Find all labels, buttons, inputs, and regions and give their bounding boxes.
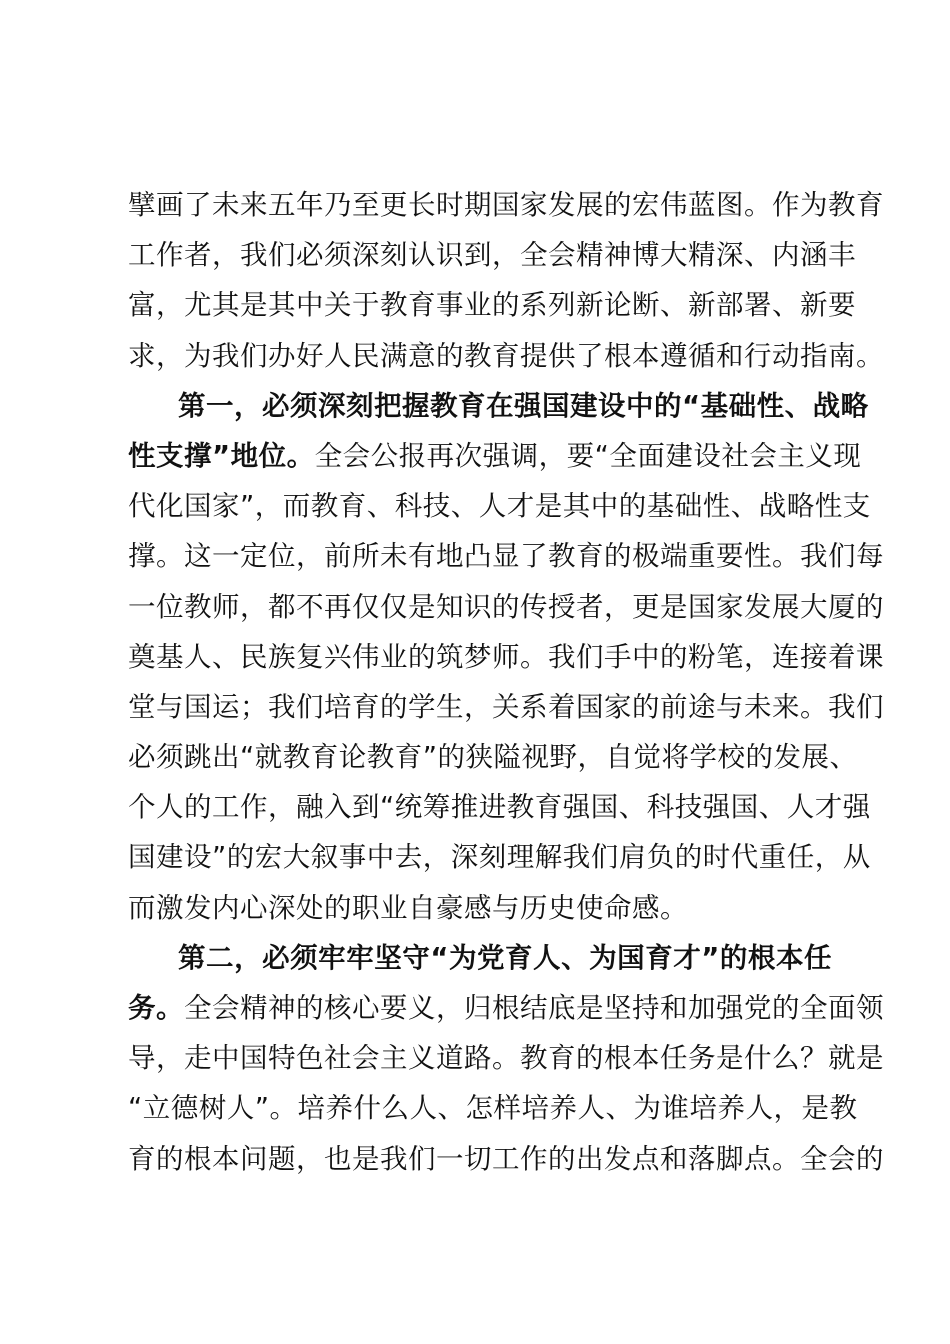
text-run: 育的根本问题，也是我们一切工作的出发点和落脚点。全会的 <box>128 1142 884 1175</box>
paragraph-line <box>128 832 871 882</box>
section-heading-line <box>128 381 869 431</box>
paragraph-line <box>128 983 884 1033</box>
text-run: 而激发内心深处的职业自豪感与历史使命感。 <box>128 891 688 924</box>
bold-heading: 第二，必须牢牢坚守“为党育人、为国育才”的根本任 <box>178 941 832 974</box>
text-run: 撑。这一定位，前所未有地凸显了教育的极端重要性。我们每 <box>128 540 884 573</box>
section-heading-line <box>128 933 832 983</box>
paragraph-line <box>128 632 884 682</box>
text-run: 工作者，我们必须深刻认识到，全会精神博大精深、内涵丰 <box>128 239 856 272</box>
paragraph-line <box>128 1083 858 1133</box>
paragraph-line <box>128 230 856 280</box>
bold-heading: 务。 <box>128 992 184 1024</box>
bold-heading: 性支撑”地位。 <box>128 439 315 472</box>
text-run: 代化国家”，而教育、科技、人才是其中的基础性、战略性支 <box>128 490 871 523</box>
paragraph-line <box>128 331 884 381</box>
paragraph-line <box>128 1033 884 1083</box>
paragraph-line <box>128 180 884 230</box>
text-run: 奠基人、民族复兴伟业的筑梦师。我们手中的粉笔，连接着课 <box>128 640 884 673</box>
text-run: 个人的工作，融入到“统筹推进教育强国、科技强国、人才强 <box>128 791 871 824</box>
text-run: 全会公报再次强调，要“全面建设社会主义现 <box>314 439 862 472</box>
paragraph-line <box>128 782 871 832</box>
paragraph-line <box>128 1134 884 1184</box>
paragraph-line <box>128 431 862 481</box>
text-run: 堂与国运；我们培育的学生，关系着国家的前途与未来。我们 <box>128 690 884 723</box>
text-run: 富，尤其是其中关于教育事业的系列新论断、新部署、新要 <box>128 289 856 322</box>
paragraph-line <box>128 531 884 581</box>
text-run: 擘画了未来五年乃至更长时期国家发展的宏伟蓝图。作为教育 <box>128 189 884 221</box>
paragraph-line <box>128 280 856 330</box>
text-run: 国建设”的宏大叙事中去，深刻理解我们肩负的时代重任，从 <box>128 841 871 874</box>
paragraph-line <box>128 481 871 531</box>
paragraph-line <box>128 883 832 933</box>
text-run: 必须跳出“就教育论教育”的狭隘视野，自觉将学校的发展、 <box>128 741 858 774</box>
paragraph-line <box>128 682 884 732</box>
text-run: 导，走中国特色社会主义道路。教育的根本任务是什么？就是 <box>128 1042 884 1075</box>
paragraph-line <box>128 582 884 632</box>
text-run: 全会精神的核心要义，归根结底是坚持和加强党的全面领 <box>184 992 884 1024</box>
bold-heading: 第一，必须深刻把握教育在强国建设中的“基础性、战略 <box>178 389 869 422</box>
text-run: 一位教师，都不再仅仅是知识的传授者，更是国家发展大厦的 <box>128 590 884 623</box>
text-run: “立德树人”。培养什么人、怎样培养人、为谁培养人，是教 <box>128 1092 858 1125</box>
document-body <box>128 180 884 1184</box>
text-run: 求，为我们办好人民满意的教育提供了根本遵循和行动指南。 <box>128 339 884 372</box>
paragraph-line <box>128 732 858 782</box>
